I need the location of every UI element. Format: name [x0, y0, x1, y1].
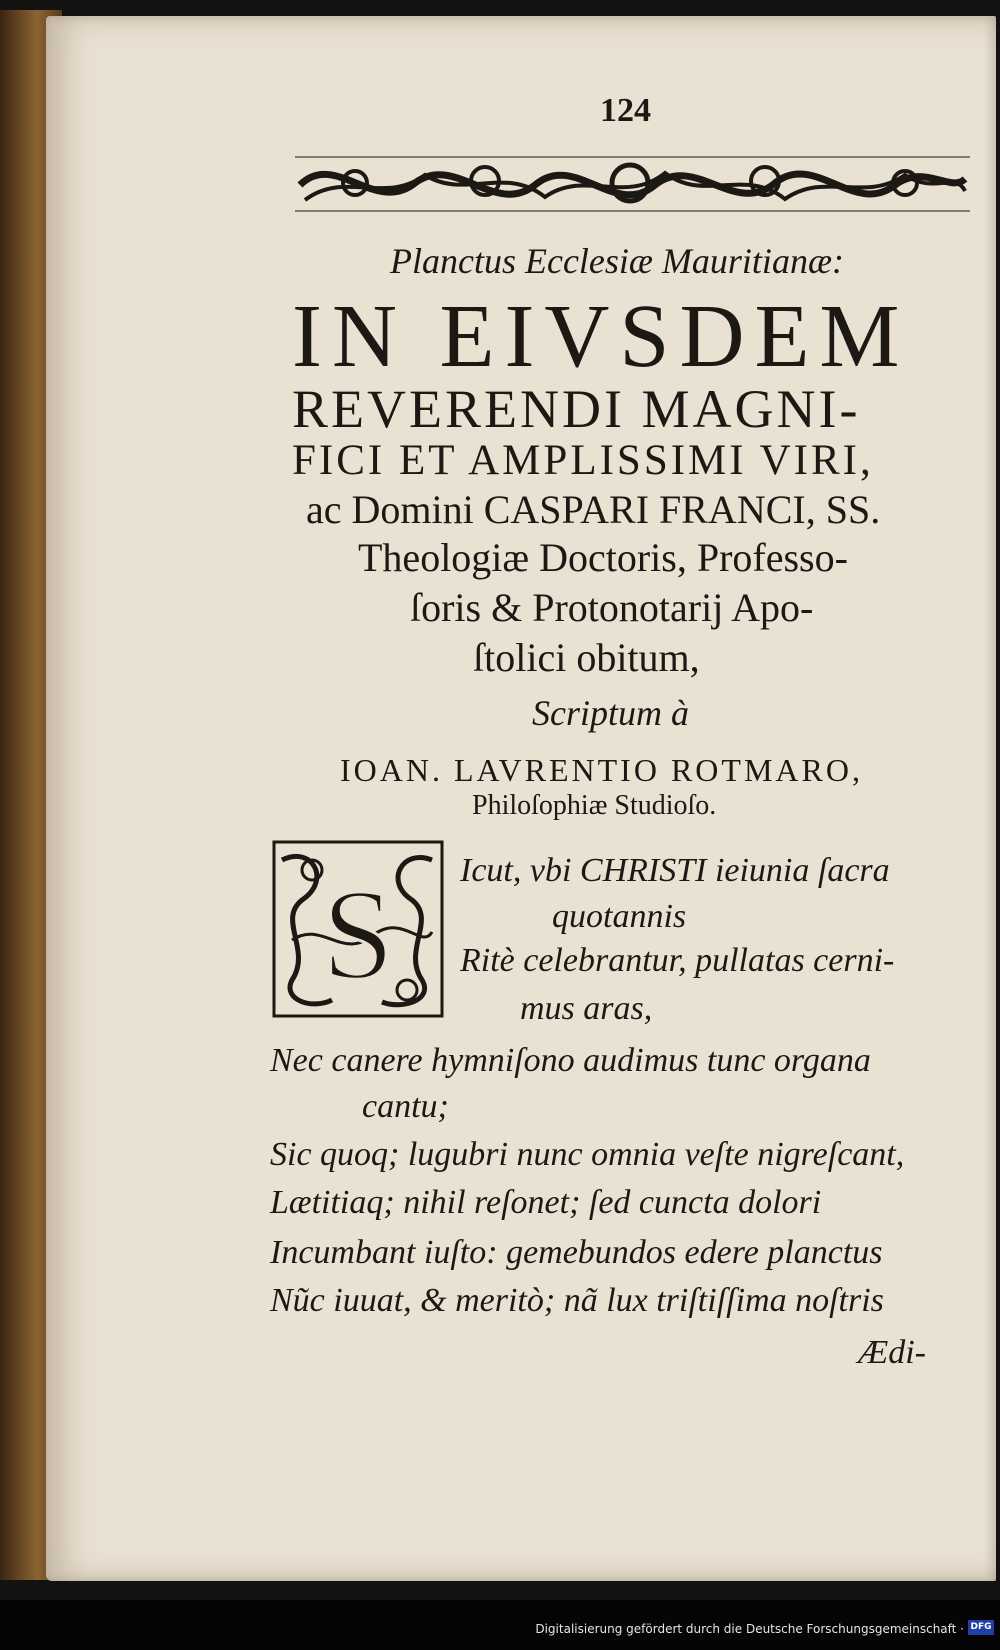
verse-line-7: Sic quoq; lugubri nunc omnia veſte nigreſcant,: [270, 1136, 905, 1173]
initial-letter: S: [321, 863, 395, 1007]
funding-notice: Digitalisierung gefördert durch die Deutsche Forschungsgemeinschaft ·: [535, 1622, 964, 1636]
title-line-7: ſtolici obitum,: [473, 635, 700, 680]
author-name: IOAN. LAVRENTIO ROTMARO,: [340, 752, 863, 788]
verse-line-5: Nec canere hymniſono audimus tunc organa: [270, 1042, 871, 1079]
verse-line-3: Ritè celebrantur, pullatas cerni-: [460, 942, 895, 979]
scriptum-line: Scriptum à: [532, 693, 689, 733]
verse-line-1: Icut, vbi CHRISTI ieiunia ſacra: [460, 852, 890, 889]
author-title: Philoſophiæ Studioſo.: [472, 790, 717, 821]
verse-line-6: cantu;: [362, 1088, 449, 1125]
verse-line-2: quotannis: [552, 898, 687, 935]
title-line-1: IN EIVSDEM: [292, 287, 910, 386]
heading-italic: Planctus Ecclesiæ Mauritianæ:: [390, 241, 844, 281]
dfg-logo: DFG: [968, 1620, 994, 1635]
decorated-initial: [272, 840, 444, 1018]
page-number: 124: [600, 92, 651, 129]
verse-line-9: Incumbant iuſto: gemebundos edere planctus: [270, 1234, 883, 1271]
title-line-3: FICI ET AMPLISSIMI VIRI,: [292, 437, 874, 484]
verse-line-8: Lætitiaq; nihil reſonet; ſed cuncta dolori: [270, 1184, 822, 1221]
catchword: Ædi-: [858, 1334, 926, 1371]
title-line-5: Theologiæ Doctoris, Professo-: [358, 535, 848, 580]
title-line-2: REVERENDI MAGNI-: [292, 379, 861, 439]
verse-line-10: Nũc iuuat, & meritò; nã lux triſtiſſima noſtris: [270, 1282, 884, 1319]
title-line-4: ac Domini CASPARI FRANCI, SS.: [306, 487, 881, 532]
digitization-footer: [0, 1600, 1000, 1650]
title-line-6: ſoris & Protonotarij Apo-: [410, 585, 814, 630]
verse-line-4: mus aras,: [520, 990, 653, 1027]
ornamental-headpiece: [295, 145, 970, 223]
